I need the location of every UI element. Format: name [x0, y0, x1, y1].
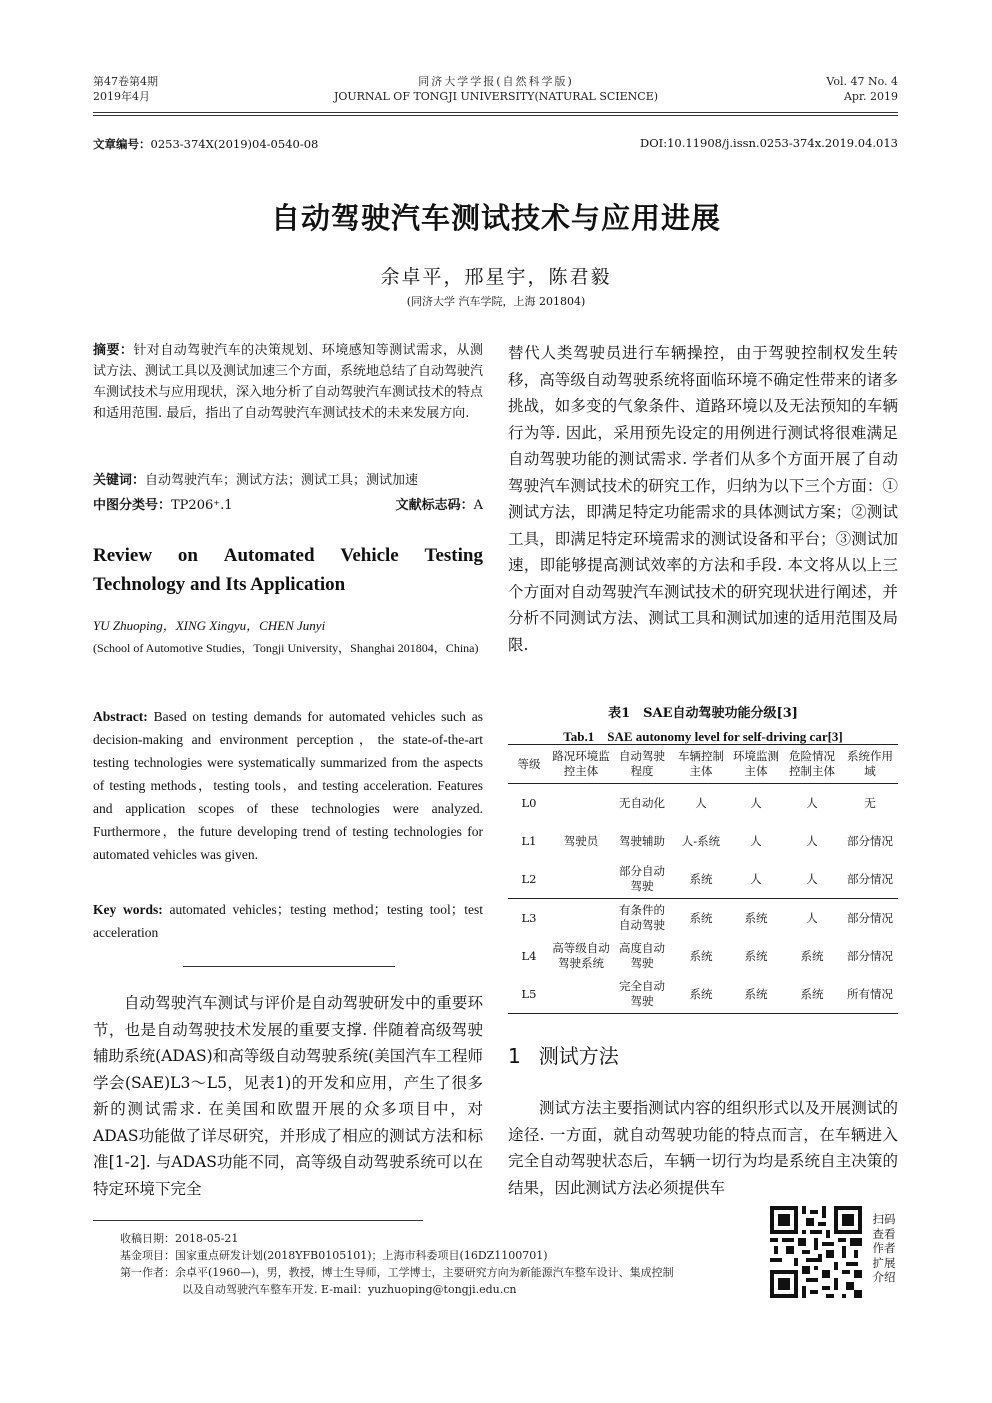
introduction: [93, 990, 483, 1202]
keywords-cn: 关键词：自动驾驶汽车；测试方法；测试工具；测试加速: [93, 473, 419, 488]
th-monitor: 路况环境监控主体: [550, 745, 612, 784]
section-1-heading: 1 测试方法: [508, 1044, 619, 1068]
qr-caption: 扫码查看作者扩展介绍: [872, 1212, 896, 1284]
table-row: L5 完全自动驾驶 系统 系统 系统 所有情况: [508, 975, 898, 1014]
intro-continued-paragraph: 替代人类驾驶员进行车辆操控，由于驾驶控制权发生转移，高等级自动驾驶系统将面临环境不确定性带来的诸多挑战，如多变的气象条件、道路环境以及无法预知的车辆行为等. 因此，采用预先设定的用例进行测试将很难满足自动驾驶功能的测试需求. 学者们从多个方面开展了自动驾驶汽车测试技术的研究工作，归纳为以下三个方面：①测试方法，即满足特定功能需求的具体测试方案；②测试工具，即满足特定环境需求的测试设备和平台；③测试加速，即能够提高测试效率的方法和手段. 本文将从以上三个方面对自动驾驶汽车测试技术的研究现状进行阐述，并分析不同测试方法、测试工具和测试加速的适用范围及局限.: [508, 344, 898, 654]
volume-issue-en: Vol. 47 No. 4: [826, 75, 898, 88]
first-author-cont: 以及自动驾驶汽车整车开发. E-mail：yuzhuoping@tongji.edu.cn: [182, 1283, 517, 1296]
group-system: 高等级自动驾驶系统: [550, 899, 612, 1014]
qr-code-icon[interactable]: [770, 1206, 862, 1298]
running-header-center: [300, 74, 692, 104]
running-header-left: [93, 74, 158, 104]
date-cn: 2019年4月: [93, 90, 150, 103]
paper-title: 自动驾驶汽车测试技术与应用进展: [270, 201, 721, 235]
doi[interactable]: DOI:10.11908/j.issn.0253-374x.2019.04.013: [640, 136, 898, 150]
footnotes: [120, 1230, 760, 1298]
author-list: 余卓平，邢星宇，陈君毅: [380, 266, 612, 288]
th-automation: 自动驾驶程度: [612, 745, 672, 784]
english-title: Review on Automated Vehicle Testing Technology and Its Application: [93, 545, 483, 595]
header-rule-thin: [93, 115, 898, 116]
section-1-body: [508, 1095, 898, 1201]
date-en: Apr. 2019: [843, 90, 898, 103]
th-level: 等级: [508, 745, 550, 784]
journal-name-en: JOURNAL OF TONGJI UNIVERSITY(NATURAL SCIENCE): [333, 90, 659, 103]
footnote-rule: [93, 1220, 423, 1221]
th-fallback: 危险情况控制主体: [782, 745, 842, 784]
english-authors: YU Zhuoping，XING Xingyu，CHEN Junyi: [93, 618, 326, 633]
received-date: 收稿日期：2018-05-21: [120, 1232, 239, 1245]
table-row: L4 高度自动驾驶 系统 系统 系统 部分情况: [521, 941, 893, 970]
intro-continued: [508, 340, 898, 658]
table-caption-en: Tab.1 SAE autonomy level for self-driving car[3]: [563, 729, 843, 744]
classification-row: [93, 494, 483, 513]
affiliation: (同济大学 汽车学院，上海 201804): [406, 295, 586, 308]
abstract-separator: [183, 966, 395, 967]
abstract-cn-text: 针对自动驾驶汽车的决策规划、环境感知等测试需求，从测试方法、测试工具以及测试加速三个方面，系统地总结了自动驾驶汽车测试技术与应用现状，深入地分析了自动驾驶汽车测试技术的特点和适用范围. 最后，指出了自动驾驶汽车测试技术的未来发展方向.: [93, 343, 484, 421]
document-code: 文献标志码：A: [395, 498, 483, 513]
english-affiliation: (School of Automotive Studies，Tongji University，Shanghai 201804，China): [93, 641, 479, 655]
funding: 基金项目：国家重点研发计划(2018YFB0105101)；上海市科委项目(16DZ1100701): [120, 1249, 548, 1262]
section-1-paragraph: 测试方法主要指测试内容的组织形式以及开展测试的途径. 一方面，就自动驾驶功能的特点而言，在车辆进入完全自动驾驶状态后，车辆一切行为均是系统自主决策的结果，因此测试方法必须提供车: [508, 1099, 898, 1197]
table-header-row: [508, 745, 898, 784]
english-abstract: Abstract: Based on testing demands for automated vehicles such as decision-making and environment perception，the state-of-the-art testing technologies were systematically summarized from the aspects of testing methods，testing tools，and testing acceleration. Features and application scopes of these technologies were analyzed. Furthermore，the future developing trend of testing technologies for automated vehicles was given.: [93, 709, 483, 862]
english-keywords: Key words: automated vehicles；testing method；testing tool；test acceleration: [93, 902, 484, 940]
sae-level-table: [508, 744, 898, 1014]
abstract-cn-label: 摘要：: [93, 343, 134, 358]
th-domain: 系统作用域: [842, 745, 898, 784]
table-row: L2 部分自动驾驶 系统 人 人 部分情况: [508, 860, 898, 899]
group-driver: 驾驶员: [550, 784, 612, 899]
th-control: 车辆控制主体: [672, 745, 730, 784]
running-header-right: [826, 74, 898, 104]
article-number: 文章编号：0253-374X(2019)04-0540-08: [93, 137, 319, 151]
header-rule: [93, 112, 898, 113]
first-author: 第一作者：余卓平(1960—)，男，教授，博士生导师，工学博士，主要研究方向为新能源汽车整车设计、集成控制: [120, 1266, 674, 1279]
table-row: L3 高等级自动驾驶系统 有条件的自动驾驶 系统 系统 人 部分情况: [508, 899, 898, 938]
abstract-cn: [93, 340, 483, 424]
article-meta: [93, 136, 898, 152]
table-row: L1 驾驶辅助 人-系统 人 人 部分情况: [521, 833, 893, 848]
clc-number: 中图分类号：TP206⁺.1: [93, 498, 233, 513]
intro-paragraph: 自动驾驶汽车测试与评价是自动驾驶研发中的重要环节，也是自动驾驶技术发展的重要支撑. 伴随着高级驾驶辅助系统(ADAS)和高等级自动驾驶系统(美国汽车工程师学会(SAE)L3～L5，见表1)的开发和应用，产生了很多新的测试需求. 在美国和欧盟开展的众多项目中，对ADAS功能做了详尽研究，并形成了相应的测试方法和标准[1-2]. 与ADAS功能不同，高等级自动驾驶系统可以在特定环境下完全: [93, 994, 483, 1198]
journal-name-cn: 同济大学学报(自然科学版): [418, 75, 574, 88]
table-caption-cn: 表1 SAE自动驾驶功能分级[3]: [608, 706, 798, 721]
table-row: L0 驾驶员 无自动化 人 人 人 无: [508, 784, 898, 823]
th-detection: 环境监测主体: [730, 745, 782, 784]
volume-issue-cn: 第47卷第4期: [93, 75, 158, 88]
